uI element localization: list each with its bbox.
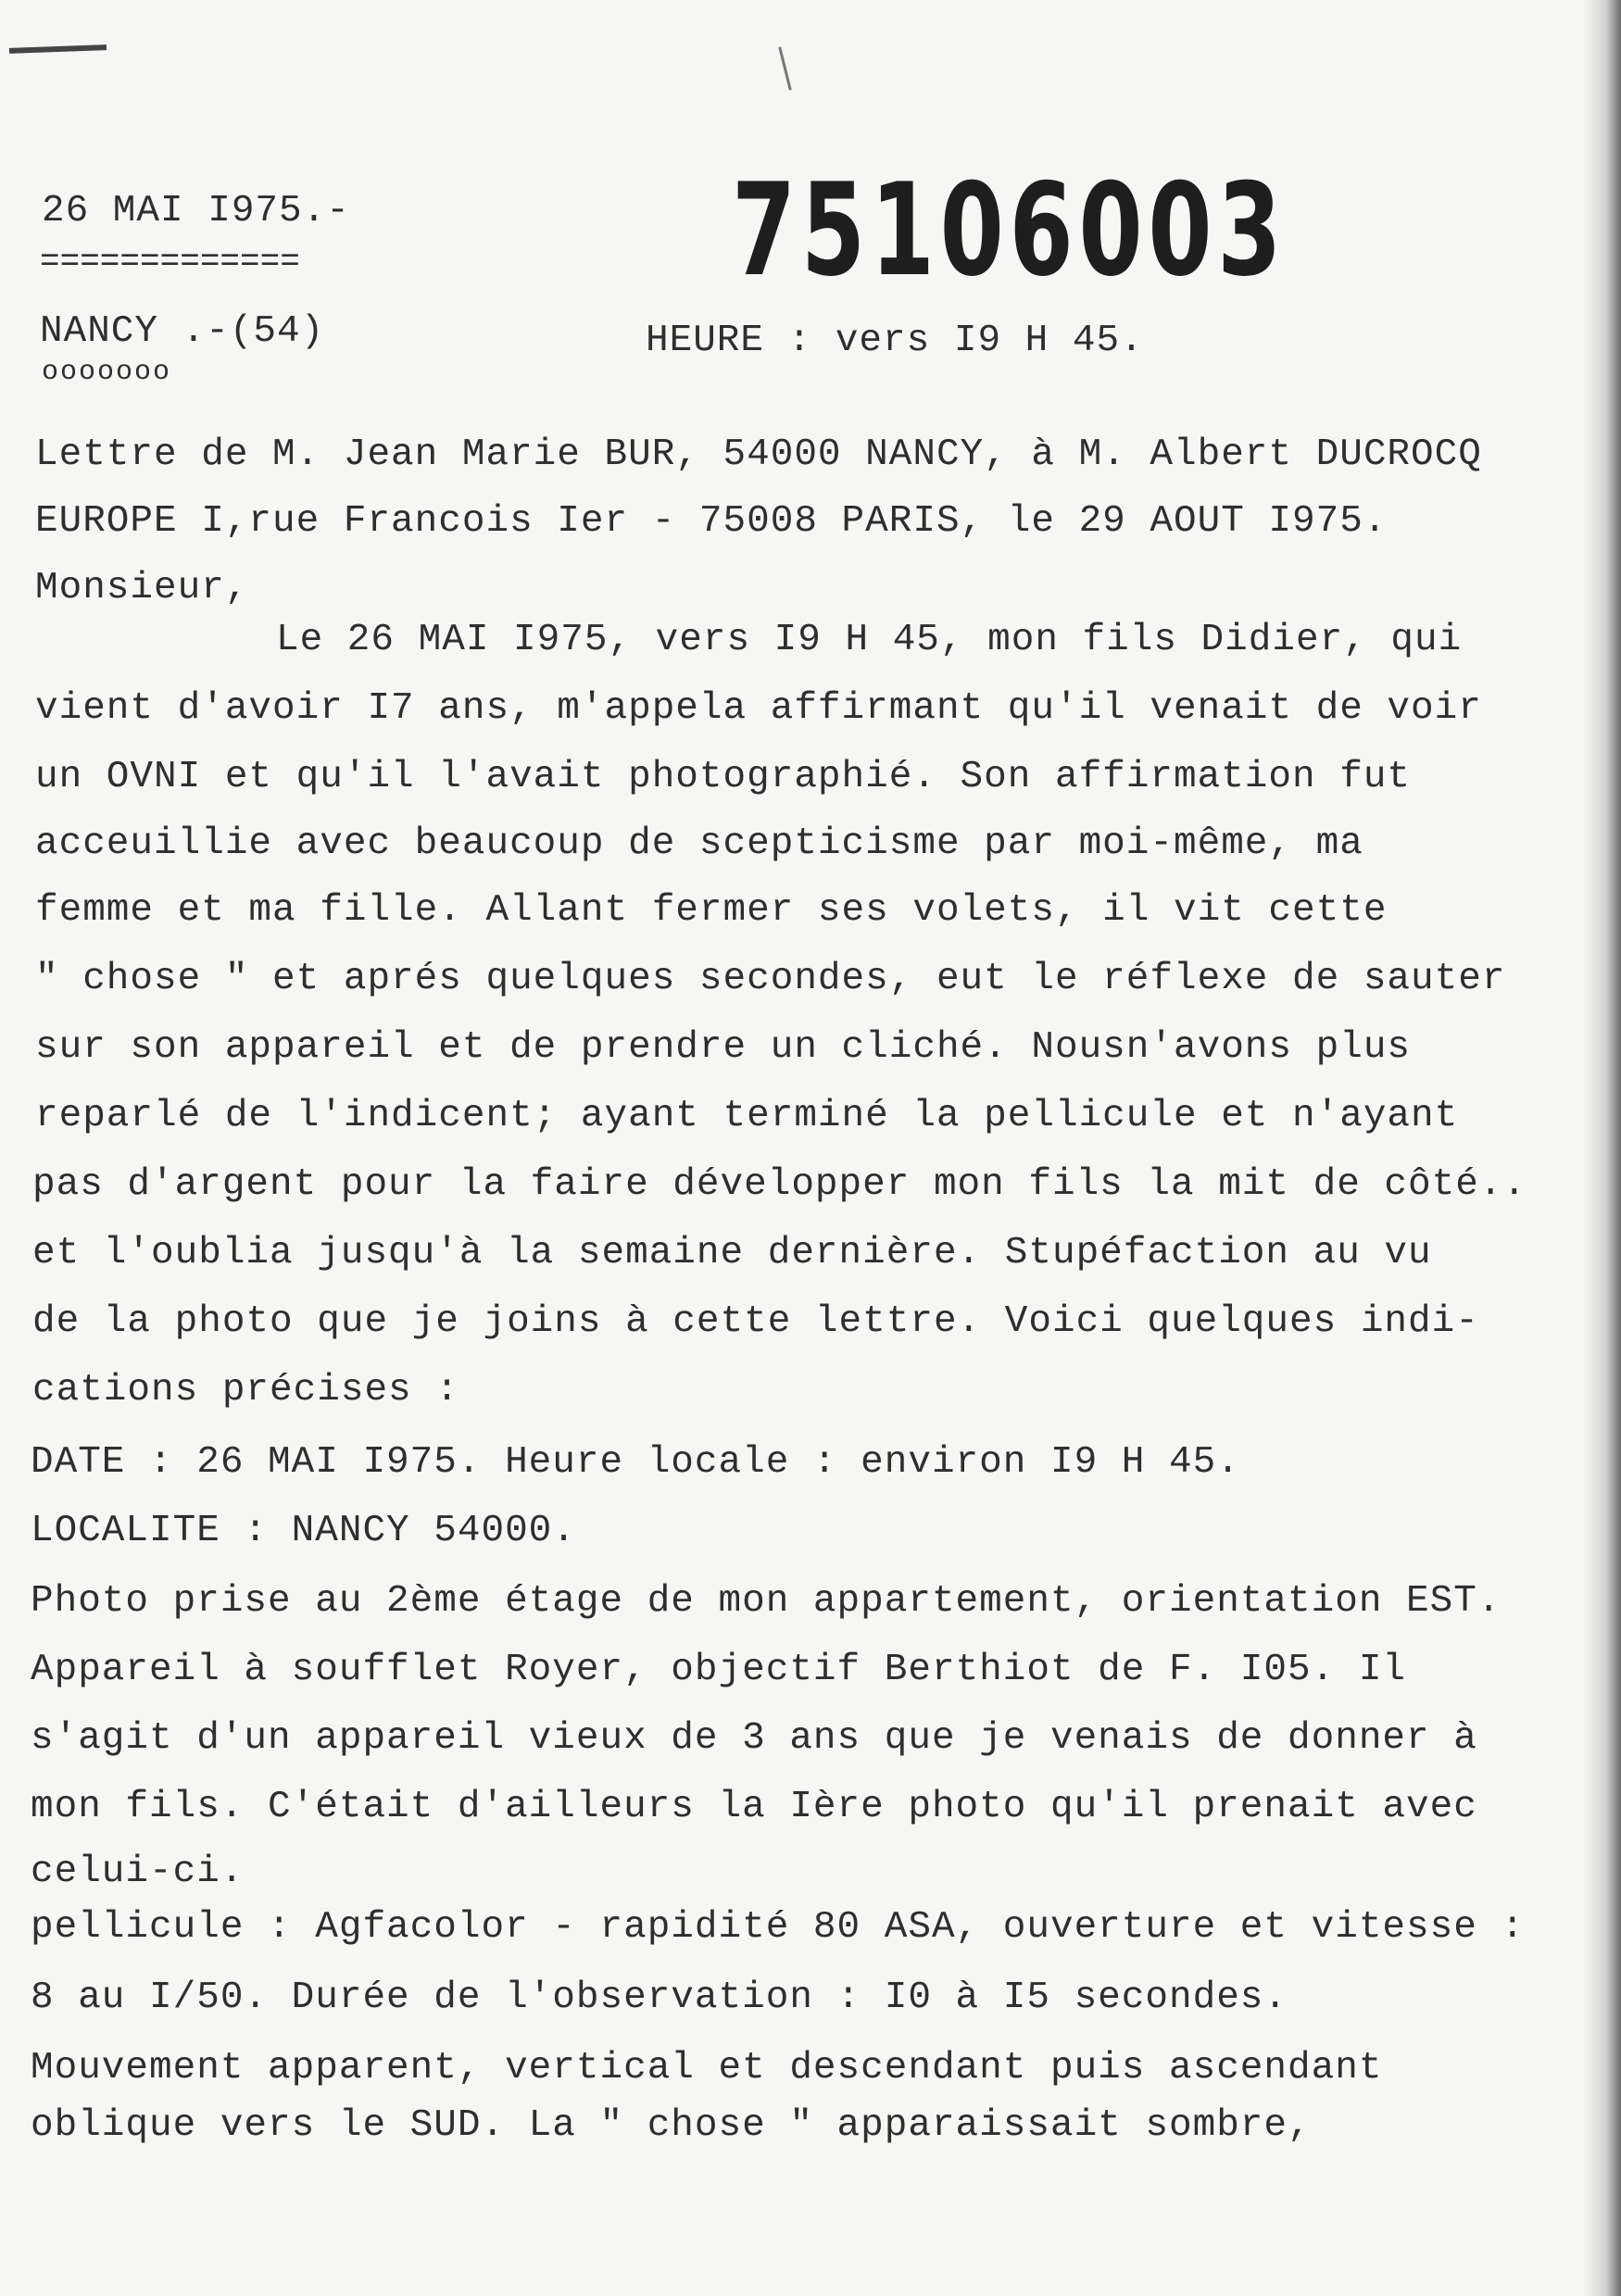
- corner-pen-mark: [9, 44, 107, 54]
- letter-line: femme et ma fille. Allant fermer ses volets, il vit cette: [35, 889, 1388, 932]
- header-place: NANCY .-(54): [40, 310, 325, 353]
- scan-edge-shadow: [1584, 0, 1621, 2296]
- header-date-underline: =============: [40, 243, 300, 281]
- letter-line: un OVNI et qu'il l'avait photographié. Son affirmation fut: [35, 756, 1412, 798]
- letter-line: de la photo que je joins à cette lettre. Voici quelques indi-: [32, 1300, 1479, 1343]
- letter-line: oblique vers le SUD. La " chose " apparaissait sombre,: [31, 2104, 1312, 2147]
- letter-line: pellicule : Agfacolor - rapidité 80 ASA, ouverture et vitesse :: [31, 1906, 1526, 1949]
- pencil-tick-mark: [778, 46, 792, 90]
- header-date: 26 MAI I975.-: [42, 190, 350, 232]
- letter-line: et l'oublia jusqu'à la semaine dernière. Stupéfaction au vu: [32, 1232, 1432, 1274]
- letter-line: sur son appareil et de prendre un cliché. Nousn'avons plus: [35, 1026, 1412, 1069]
- letter-line: cations précises :: [32, 1369, 459, 1411]
- letter-line: EUROPE I,rue Francois Ier - 75008 PARIS, le 29 AOUT I975.: [35, 500, 1388, 543]
- header-place-underline: ooooooo: [42, 357, 172, 388]
- header-time: HEURE : vers I9 H 45.: [646, 320, 1144, 362]
- letter-line: vient d'avoir I7 ans, m'appela affirmant qu'il venait de voir: [35, 687, 1482, 730]
- letter-line: celui-ci.: [31, 1851, 245, 1893]
- letter-line: acceuillie avec beaucoup de scepticisme par moi-même, ma: [35, 822, 1363, 865]
- letter-line: DATE : 26 MAI I975. Heure locale : environ I9 H 45.: [31, 1441, 1240, 1484]
- letter-line: s'agit d'un appareil vieux de 3 ans que je venais de donner à: [31, 1717, 1477, 1760]
- letter-line: 8 au I/50. Durée de l'observation : I0 à I5 secondes.: [31, 1976, 1288, 2019]
- letter-line: Photo prise au 2ème étage de mon appartement, orientation EST.: [31, 1580, 1502, 1623]
- letter-salutation: Monsieur,: [35, 567, 249, 609]
- letter-line: " chose " et aprés quelques secondes, eut le réflexe de sauter: [35, 958, 1506, 1000]
- letter-line: pas d'argent pour la faire développer mon fils la mit de côté..: [32, 1163, 1527, 1206]
- letter-line: mon fils. C'était d'ailleurs la Ière photo qu'il prenait avec: [31, 1786, 1477, 1828]
- letter-line: Mouvement apparent, vertical et descendant puis ascendant: [31, 2047, 1383, 2089]
- case-number-stamp: 75106003: [732, 156, 1288, 305]
- letter-line: reparlé de l'indicent; ayant terminé la pellicule et n'ayant: [35, 1095, 1459, 1137]
- letter-line: Le 26 MAI I975, vers I9 H 45, mon fils Didier, qui: [276, 619, 1463, 661]
- letter-line: Appareil à soufflet Royer, objectif Berthiot de F. I05. Il: [31, 1649, 1407, 1691]
- letter-line: Lettre de M. Jean Marie BUR, 54000 NANCY, à M. Albert DUCROCQ: [35, 433, 1482, 476]
- letter-line: LOCALITE : NANCY 54000.: [31, 1510, 576, 1552]
